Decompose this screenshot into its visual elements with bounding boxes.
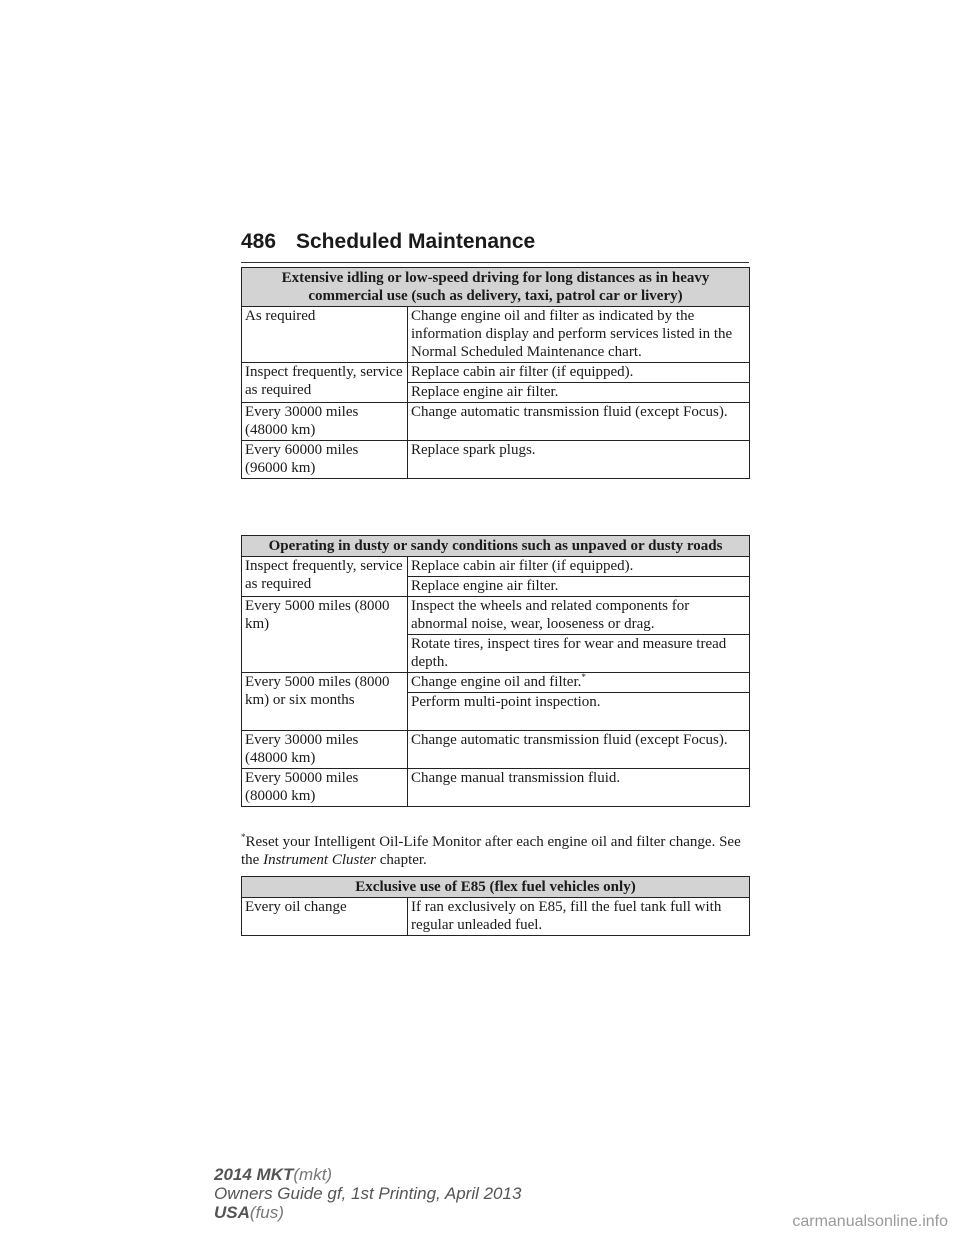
service-cell: Change automatic transmission fluid (except Focus). — [408, 731, 750, 769]
interval-cell: Every 5000 miles (8000 km) or six months — [242, 673, 408, 731]
service-cell: Replace engine air filter. — [408, 383, 750, 403]
table-title: Operating in dusty or sandy conditions such as unpaved or dusty roads — [242, 536, 750, 557]
table-title: Exclusive use of E85 (flex fuel vehicles only) — [242, 877, 750, 898]
interval-cell: Every 50000 miles (80000 km) — [242, 769, 408, 807]
service-cell: Rotate tires, inspect tires for wear and measure tread depth. — [408, 635, 750, 673]
footnote-marker: * — [241, 832, 246, 842]
service-cell: Inspect the wheels and related components for abnormal noise, wear, looseness or drag. — [408, 597, 750, 635]
footer-market: USA — [214, 1203, 250, 1222]
footer-model: 2014 MKT — [214, 1165, 294, 1184]
service-cell: Replace spark plugs. — [408, 441, 750, 479]
table-row — [242, 731, 750, 769]
service-text: Change engine oil and filter. — [411, 674, 582, 690]
page-header — [241, 228, 749, 263]
interval-cell: Inspect frequently, service as required — [242, 363, 408, 403]
service-cell: Replace engine air filter. — [408, 577, 750, 597]
watermark: carmanualsonline.info — [792, 1213, 948, 1230]
section-title: Scheduled Maintenance — [296, 230, 536, 253]
service-cell: If ran exclusively on E85, fill the fuel tank full with regular unleaded fuel. — [408, 898, 750, 936]
service-cell: Replace cabin air filter (if equipped). — [408, 557, 750, 577]
table-row — [242, 307, 750, 363]
footnote-text-end: chapter. — [376, 852, 427, 868]
table-row — [242, 557, 750, 577]
table-row — [242, 363, 750, 383]
table-row — [242, 673, 750, 693]
footer-market-code: (fus) — [249, 1203, 284, 1222]
table-title: Extensive idling or low-speed driving for long distances as in heavy commercial use (such as delivery, taxi, patrol car or livery) — [242, 268, 750, 307]
table-row — [242, 441, 750, 479]
page-number: 486 — [241, 230, 277, 253]
table-row — [242, 769, 750, 807]
table-row — [242, 597, 750, 635]
footer-model-code: (mkt) — [293, 1165, 333, 1184]
maintenance-table-dusty-conditions — [241, 535, 750, 807]
interval-cell: Inspect frequently, service as required — [242, 557, 408, 597]
interval-cell: Every 60000 miles (96000 km) — [242, 441, 408, 479]
footnote-chapter-reference: Instrument Cluster — [263, 852, 376, 868]
interval-cell: Every 30000 miles (48000 km) — [242, 731, 408, 769]
table-row — [242, 403, 750, 441]
footer-line-printing: Owners Guide gf, 1st Printing, April 2013 — [214, 1184, 522, 1203]
footnote-text: Reset your Intelligent Oil-Life Monitor after each engine oil and filter change. See the — [241, 834, 741, 868]
footer-line-model — [214, 1165, 521, 1184]
service-cell: Change automatic transmission fluid (except Focus). — [408, 403, 750, 441]
interval-cell: Every oil change — [242, 898, 408, 936]
interval-cell: Every 5000 miles (8000 km) — [242, 597, 408, 673]
service-cell: Replace cabin air filter (if equipped). — [408, 363, 750, 383]
maintenance-table-heavy-use — [241, 267, 750, 479]
footer-line-market — [214, 1203, 521, 1222]
footnote — [241, 833, 751, 869]
service-cell: Perform multi-point inspection. — [408, 693, 750, 731]
service-cell: Change manual transmission fluid. — [408, 769, 750, 807]
maintenance-table-e85 — [241, 876, 750, 936]
interval-cell: Every 30000 miles (48000 km) — [242, 403, 408, 441]
interval-cell: As required — [242, 307, 408, 363]
table-row — [242, 898, 750, 936]
footnote-marker: * — [581, 672, 586, 682]
service-cell: Change engine oil and filter as indicated by the information display and perform services listed in the Normal Scheduled Maintenance chart. — [408, 307, 750, 363]
document-footer — [214, 1165, 521, 1222]
service-cell — [408, 673, 750, 693]
